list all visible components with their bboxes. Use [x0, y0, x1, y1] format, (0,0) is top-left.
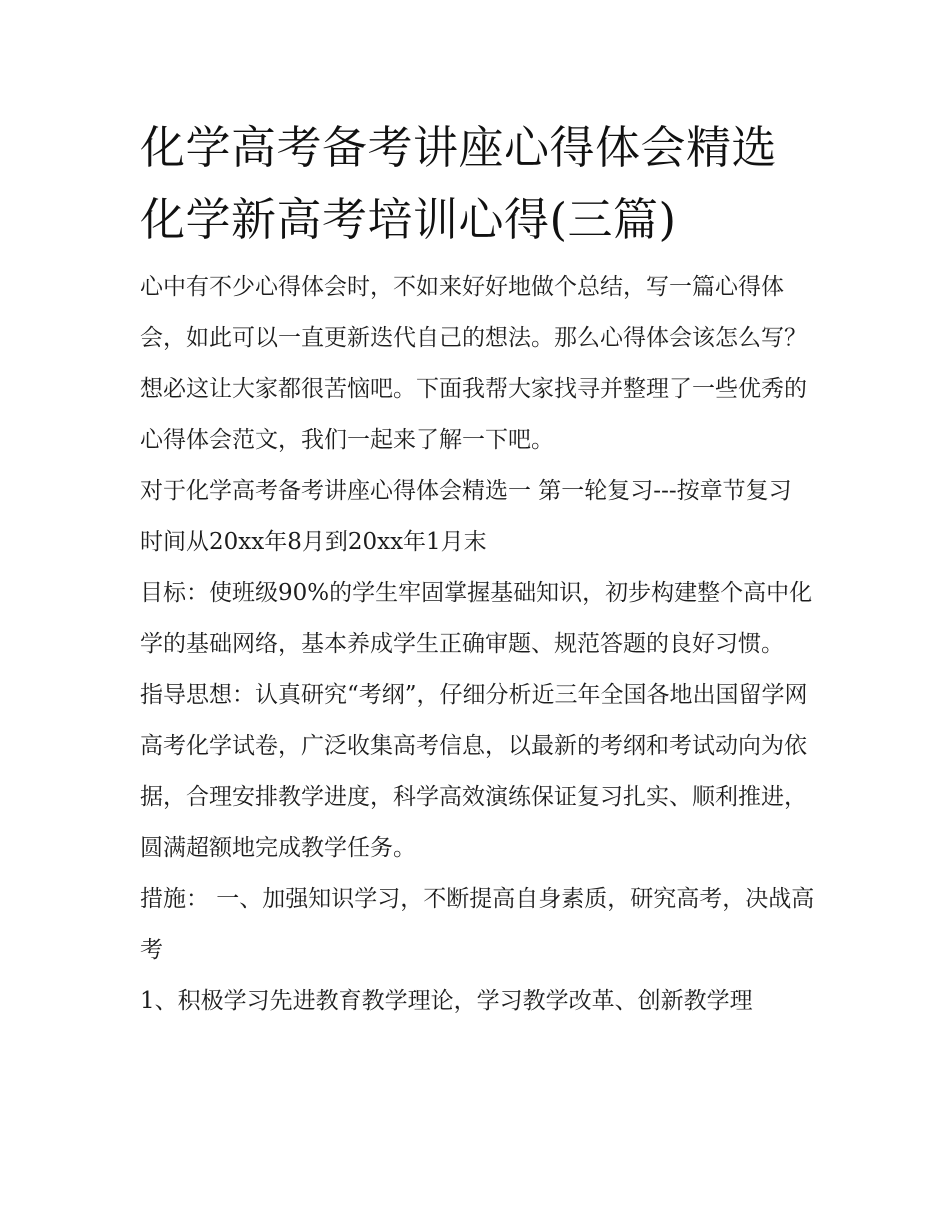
- document-page: [140, 112, 820, 1027]
- paragraph-guiding-thought: 指导思想：认真研究“考纲”，仔细分析近三年全国各地出国留学网高考化学试卷，广泛收集高考信息，以最新的考纲和考试动向为依据，合理安排教学进度，科学高效演练保证复习扎实、顺利推进，圆满超额地完成教学任务。: [140, 682, 808, 861]
- paragraph-section-one-heading: 对于化学高考备考讲座心得体会精选一 第一轮复习---按章节复习 时间从20xx年8月到20xx年1月末: [140, 478, 792, 555]
- document-title: 化学高考备考讲座心得体会精选 化学新高考培训心得(三篇): [140, 121, 778, 246]
- paragraph-measures: 措施： 一、加强知识学习，不断提高自身素质，研究高考，决战高考: [140, 886, 815, 963]
- paragraph-item-1: 1、积极学习先进教育教学理论，学习教学改革、创新教学理: [140, 988, 753, 1014]
- paragraph-intro: 心中有不少心得体会时，不如来好好地做个总结，写一篇心得体会，如此可以一直更新迭代自己的想法。那么心得体会该怎么写？想必这让大家都很苦恼吧。下面我帮大家找寻并整理了一些优秀的心得体会范文，我们一起来了解一下吧。: [140, 274, 807, 453]
- paragraph-goal: 目标：使班级90%的学生牢固掌握基础知识，初步构建整个高中化学的基础网络，基本养成学生正确审题、规范答题的良好习惯。: [140, 580, 813, 657]
